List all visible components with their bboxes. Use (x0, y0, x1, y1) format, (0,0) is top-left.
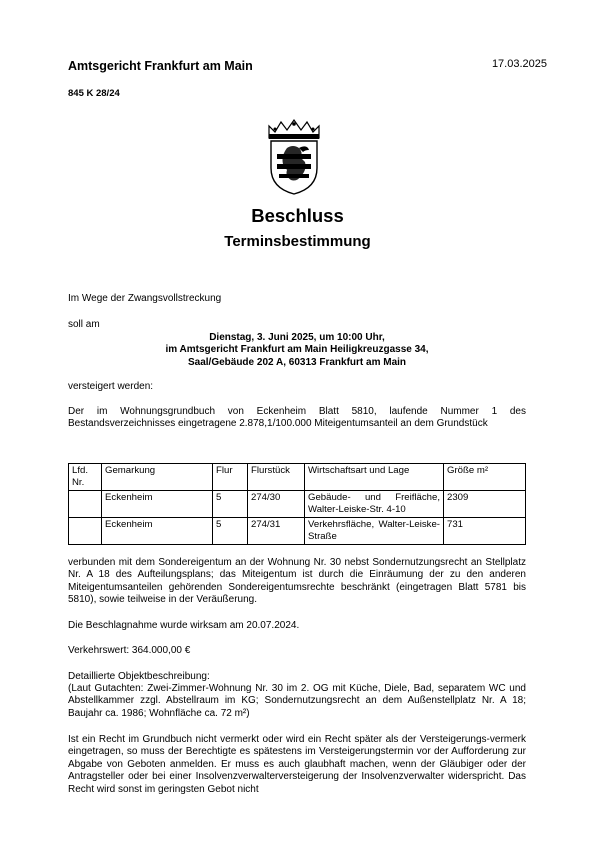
header-flurstueck: Flurstück (248, 464, 305, 491)
termin-block (68, 332, 526, 369)
cell-wirtschaftsart: Gebäude- und Freifläche, Walter-Leiske-Str. 4-10 (305, 491, 444, 518)
soll-am-text: soll am (68, 319, 100, 330)
table-row (69, 518, 526, 545)
header-wirtschaftsart: Wirtschaftsart und Lage (305, 464, 444, 491)
termin-room: Saal/Gebäude 202 A, 60313 Frankfurt am Main (187, 356, 407, 368)
sondereigentum-text: verbunden mit dem Sondereigentum an der Wohnung Nr. 30 nebst Sondernutzungsrecht an Stellplatz Nr. A 18 des Aufteilungsplans; das Miteigentum ist durch die Einräumung der zu den anderen Miteigentumsanteilen gehörenden Sondereigentumsrechte beschränkt (eingetragen Blatt 5781 bis 5810), sowie teilweise in der Veräußerung. (68, 557, 526, 606)
beschlagnahme-text: Die Beschlagnahme wurde wirksam am 20.07.2024. (68, 620, 300, 631)
cell-lfd-nr (69, 491, 102, 518)
document-subtitle: Terminsbestimmung (224, 233, 371, 250)
termin-date: Dienstag, 3. Juni 2025, um 10:00 Uhr, (209, 332, 385, 343)
file-number: 845 K 28/24 (68, 88, 120, 99)
object-intro-text: Der im Wohnungsgrundbuch von Eckenheim Blatt 5810, laufende Nummer 1 des Bestandsverzeichnisses eingetragene 2.878,1/100.000 Miteigentumsanteil an dem Grundstück (68, 406, 526, 430)
cell-flur: 5 (213, 518, 248, 545)
table-row (69, 491, 526, 518)
cell-groesse: 731 (444, 518, 526, 545)
versteigert-text: versteigert werden: (68, 381, 154, 392)
coat-of-arms-icon (263, 118, 325, 196)
objektbeschreibung-title: Detaillierte Objektbeschreibung: (68, 671, 210, 682)
court-name: Amtsgericht Frankfurt am Main (68, 59, 253, 73)
cell-flurstueck: 274/30 (248, 491, 305, 518)
grundstueck-table (68, 463, 526, 545)
cell-gemarkung: Eckenheim (102, 518, 213, 545)
objektbeschreibung-text: (Laut Gutachten: Zwei-Zimmer-Wohnung Nr. 30 im 2. OG mit Küche, Diele, Bad, separatem WC und Abstellkammer zzgl. Abstellraum im KG; Sondernutzungsrecht an dem Außenstellplatz Nr. A 18; Baujahr ca. 1986; Wohnfläche ca. 72 m²) (68, 683, 526, 719)
cell-lfd-nr (69, 518, 102, 545)
table-header-row (69, 464, 526, 491)
termin-location: im Amtsgericht Frankfurt am Main Heiligkreuzgasse 34, (165, 344, 429, 356)
document-date: 17.03.2025 (491, 58, 547, 70)
cell-wirtschaftsart: Verkehrsfläche, Walter-Leiske-Straße (305, 518, 444, 545)
verkehrswert-text: Verkehrswert: 364.000,00 € (68, 645, 191, 656)
cell-flurstueck: 274/31 (248, 518, 305, 545)
header-gemarkung: Gemarkung (102, 464, 213, 491)
cell-flur: 5 (213, 491, 248, 518)
header-groesse: Größe m² (444, 464, 526, 491)
cell-groesse: 2309 (444, 491, 526, 518)
header-flur: Flur (213, 464, 248, 491)
hinweis-text: Ist ein Recht im Grundbuch nicht vermerkt oder wird ein Recht später als der Versteigerungs-vermerk eingetragen, so muss der Berechtigte es spätestens im Versteigerungstermin vor der Aufforderung zur Abgabe von Geboten anmelden. Er muss es auch glaubhaft machen, wenn der Gläubiger oder der Antragsteller oder bei einer Insolvenzverwalterversteigerung der Insolvenzverwalter widerspricht. Das Recht wird sonst im geringsten Gebot nicht (68, 734, 526, 795)
cell-gemarkung: Eckenheim (102, 491, 213, 518)
intro-text: Im Wege der Zwangsvollstreckung (68, 293, 222, 304)
document-title: Beschluss (251, 205, 344, 226)
header-lfd-nr: Lfd. Nr. (69, 464, 102, 491)
